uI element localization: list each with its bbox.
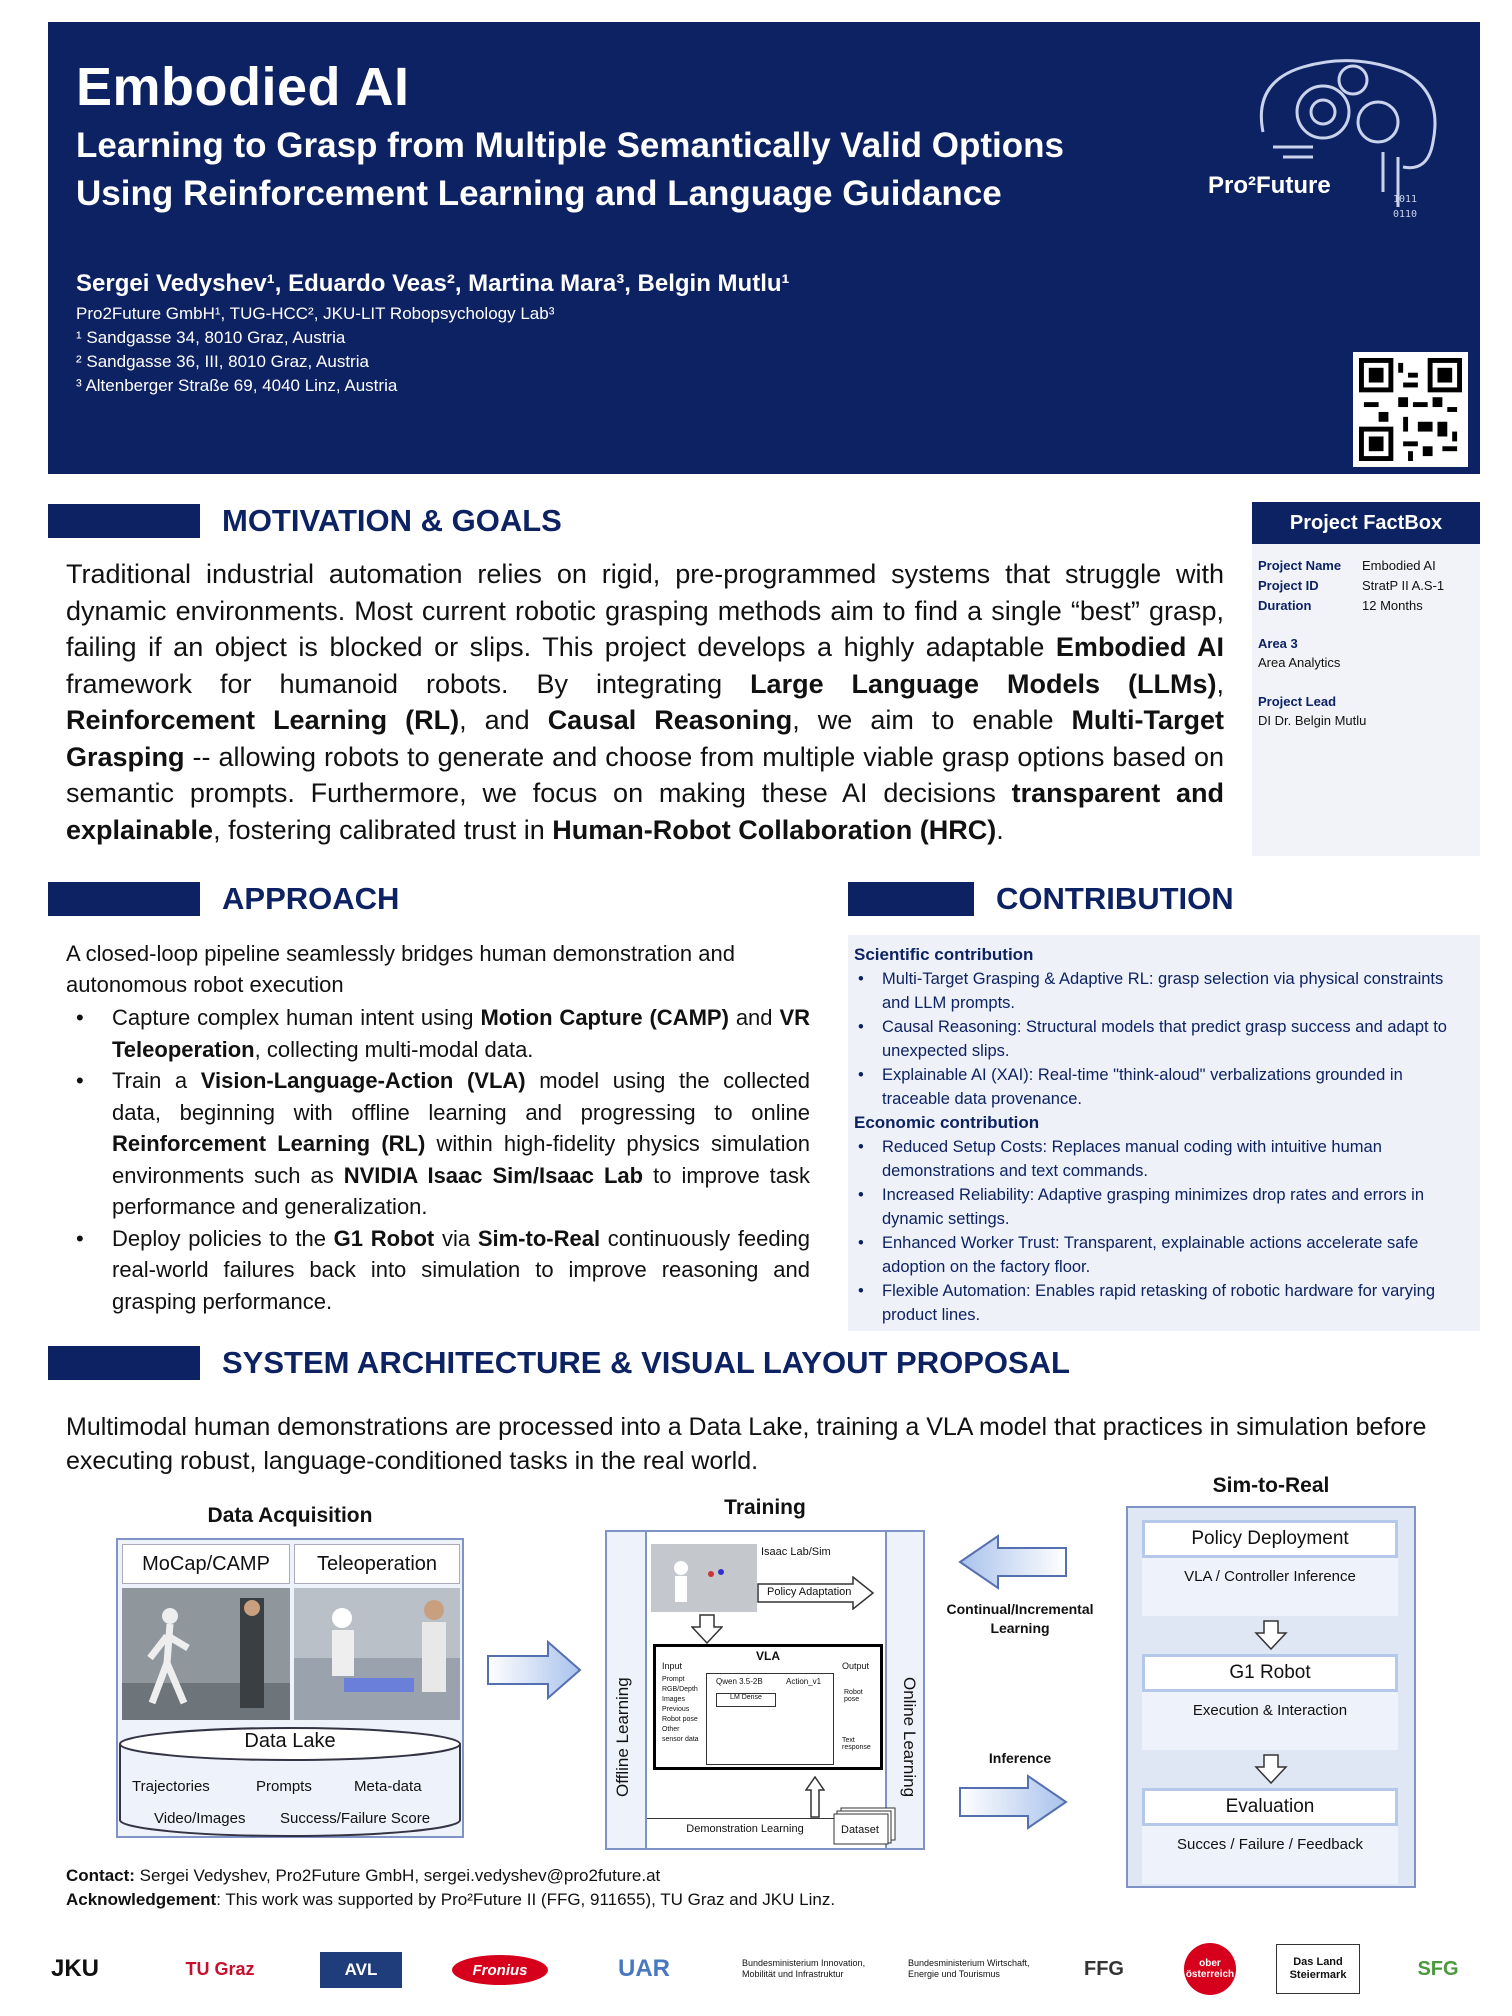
avl-logo: AVL xyxy=(320,1952,402,1988)
training-title: Training xyxy=(724,1496,806,1519)
arrow-right-icon xyxy=(486,1640,582,1700)
project-factbox: Project FactBox Project Name Embodied AI Project ID StratP II A.S-1 Duration 12 Months Area 3 Area Analytics Project Lead DI Dr. Belgin Mutlu xyxy=(1252,502,1480,856)
svg-text:0110: 0110 xyxy=(1393,209,1418,220)
address-1: ¹ Sandgasse 34, 8010 Graz, Austria xyxy=(76,328,346,347)
list-item: • Flexible Automation: Enables rapid retasking of robotic hardware for varying product lines. xyxy=(854,1279,1474,1327)
motivation-heading: MOTIVATION & GOALS xyxy=(48,504,562,538)
bmwet-logo: Bundesministerium Wirtschaft, Energie und Tourismus xyxy=(908,1958,1030,1979)
lake-item: Trajectories xyxy=(132,1778,210,1795)
list-item: • Reduced Setup Costs: Replaces manual coding with intuitive human demonstrations and text commands. xyxy=(854,1135,1474,1183)
arrow-up-icon xyxy=(805,1776,825,1818)
arrow-down-icon xyxy=(1254,1754,1288,1784)
training-box xyxy=(605,1530,925,1850)
data-acquisition-title: Data Acquisition xyxy=(207,1504,373,1527)
g1-robot-block: G1 Robot Execution & Interaction xyxy=(1142,1654,1398,1750)
contribution-panel xyxy=(848,935,1480,1331)
authors: Sergei Vedyshev¹, Eduardo Veas², Martina Mara³, Belgin Mutlu¹ xyxy=(76,270,790,297)
brain-gear-logo-icon xyxy=(1243,52,1453,252)
arrow-left-icon xyxy=(958,1534,1068,1590)
fronius-logo: Fronius xyxy=(452,1955,548,1985)
lake-item: Prompts xyxy=(256,1778,312,1795)
policy-adaptation-label: Policy Adaptation xyxy=(767,1586,852,1598)
demo-learning-label: Demonstration Learning xyxy=(647,1818,843,1840)
list-item: • Explainable AI (XAI): Real-time "think-aloud" verbalizations grounded in traceable data provenance. xyxy=(854,1063,1474,1111)
steiermark-logo: Das Land Steiermark xyxy=(1276,1944,1360,1994)
architecture-heading: SYSTEM ARCHITECTURE & VISUAL LAYOUT PROPOSAL xyxy=(48,1346,1070,1380)
factbox-heading: Project FactBox xyxy=(1252,502,1480,544)
list-item: • Causal Reasoning: Structural models that predict grasp success and adapt to unexpected slips. xyxy=(854,1015,1474,1063)
mocap-label: MoCap/CAMP xyxy=(122,1544,290,1584)
teleop-label: Teleoperation xyxy=(294,1544,460,1584)
poster-subtitle-line2: Using Reinforcement Learning and Language Guidance xyxy=(76,174,1002,213)
arrow-down-icon xyxy=(1254,1620,1288,1650)
policy-deployment-block: Policy Deployment VLA / Controller Inference xyxy=(1142,1520,1398,1616)
bmimi-logo: Bundesministerium Innovation, Mobilität und Infrastruktur xyxy=(742,1958,866,1979)
scientific-heading: Scientific contribution xyxy=(854,945,1034,964)
data-lake-label: Data Lake xyxy=(244,1730,336,1752)
ffg-logo: FFG xyxy=(1084,1957,1124,1980)
evaluation-block: Evaluation Succes / Failure / Feedback xyxy=(1142,1788,1398,1884)
architecture-text: Multimodal human demonstrations are processed into a Data Lake, training a VLA model that practices in simulation before executing robust, language-conditioned tasks in the real world. xyxy=(66,1413,1427,1475)
mocap-photo-icon xyxy=(122,1588,290,1720)
inference-label: Inference xyxy=(988,1750,1052,1766)
address-2: ² Sandgasse 36, III, 8010 Graz, Austria xyxy=(76,352,369,371)
address-3: ³ Altenberger Straße 69, 4040 Linz, Austria xyxy=(76,376,398,395)
offline-learning-label: Offline Learning xyxy=(613,1677,632,1797)
arrow-right-icon xyxy=(958,1774,1068,1830)
teleoperation-photo-icon xyxy=(294,1588,460,1720)
svg-text:1011: 1011 xyxy=(1393,194,1418,205)
list-item: • Enhanced Worker Trust: Transparent, explainable actions accelerate safe adoption on the factory floor. xyxy=(854,1231,1474,1279)
ober-oesterreich-logo: ober österreich xyxy=(1184,1943,1236,1995)
online-learning-label: Online Learning xyxy=(900,1676,919,1798)
tu-graz-logo: TU Graz xyxy=(185,1958,255,1979)
affiliations: Pro2Future GmbH¹, TUG-HCC², JKU-LIT Robopsychology Lab³ xyxy=(76,304,555,323)
vla-input-list: Prompt RGB/Depth Images Previous Robot pose Other sensor data xyxy=(662,1676,699,1743)
poster-header xyxy=(48,22,1480,474)
jku-logo: JKU xyxy=(50,1955,99,1982)
contribution-heading: CONTRIBUTION xyxy=(848,882,1234,916)
vla-model-box: VLA Input Output Prompt RGB/Depth Images Previous Robot pose Other sensor data Qwen 3.5-2B Action_v1 LM Dense Robot pose Text response xyxy=(653,1644,883,1770)
sim-to-real-title: Sim-to-Real xyxy=(1212,1474,1330,1497)
contact-line: Contact: Sergei Vedyshev, Pro2Future GmbH, sergei.vedyshev@pro2future.at xyxy=(66,1866,661,1885)
isaac-sim-screenshot-icon xyxy=(651,1544,757,1612)
lake-item: Meta-data xyxy=(354,1778,422,1795)
list-item: • Capture complex human intent using Motion Capture (CAMP) and VR Teleoperation, collecting multi-modal data. xyxy=(66,1002,810,1065)
sfg-logo: SFG xyxy=(1417,1957,1459,1980)
lake-item: Video/Images xyxy=(154,1810,246,1827)
dataset-label: Dataset xyxy=(841,1824,879,1836)
poster-subtitle-line1: Learning to Grasp from Multiple Semantically Valid Options xyxy=(76,126,1064,165)
uar-logo: UAR xyxy=(618,1955,670,1982)
approach-intro: A closed-loop pipeline seamlessly bridges human demonstration and autonomous robot execution xyxy=(66,941,735,997)
list-item: • Deploy policies to the G1 Robot via Sim-to-Real continuously feeding real-world failures back into simulation to improve reasoning and grasping performance. xyxy=(66,1223,810,1318)
economic-heading: Economic contribution xyxy=(854,1113,1040,1132)
motivation-text: Traditional industrial automation relies on rigid, pre-programmed systems that struggle with dynamic environments. Most current robotic grasping methods aim to find a single “best” grasp, failing if an object is blocked or slips. This project develops a highly adaptable Embodied AI framework for humanoid robots. By integrating Large Language Models (LLMs), Reinforcement Learning (RL), and Causal Reasoning, we aim to enable Multi-Target Grasping -- allowing robots to generate and choose from multiple viable grasp options based on semantic prompts. Furthermore, we focus on making these AI decisions transparent and explainable, fostering calibrated trust in Human-Robot Collaboration (HRC). xyxy=(66,559,1225,845)
list-item: • Multi-Target Grasping & Adaptive RL: grasp selection via physical constraints and LLM prompts. xyxy=(854,967,1474,1015)
arrow-down-icon xyxy=(691,1614,723,1644)
list-item: • Increased Reliability: Adaptive grasping minimizes drop rates and errors in dynamic settings. xyxy=(854,1183,1474,1231)
qr-code-icon[interactable] xyxy=(1353,352,1468,467)
continual-learning-label: Continual/Incremental Learning xyxy=(946,1601,1094,1636)
isaac-label: Isaac Lab/Sim xyxy=(761,1546,831,1558)
acknowledgement-line: Acknowledgement: This work was supported by Pro²Future II (FFG, 911655), TU Graz and JKU Linz. xyxy=(66,1890,836,1909)
approach-list xyxy=(66,1002,810,1317)
lake-item: Success/Failure Score xyxy=(280,1810,431,1827)
poster-title: Embodied AI xyxy=(76,57,410,117)
pro2future-logo: Pro²Future xyxy=(1208,172,1331,199)
approach-heading: APPROACH xyxy=(48,882,399,916)
list-item: • Train a Vision-Language-Action (VLA) model using the collected data, beginning with offline learning and progressing to online Reinforcement Learning (RL) within high-fidelity physics simulation environments such as NVIDIA Isaac Sim/Isaac Lab to improve task performance and generalization. xyxy=(66,1065,810,1223)
